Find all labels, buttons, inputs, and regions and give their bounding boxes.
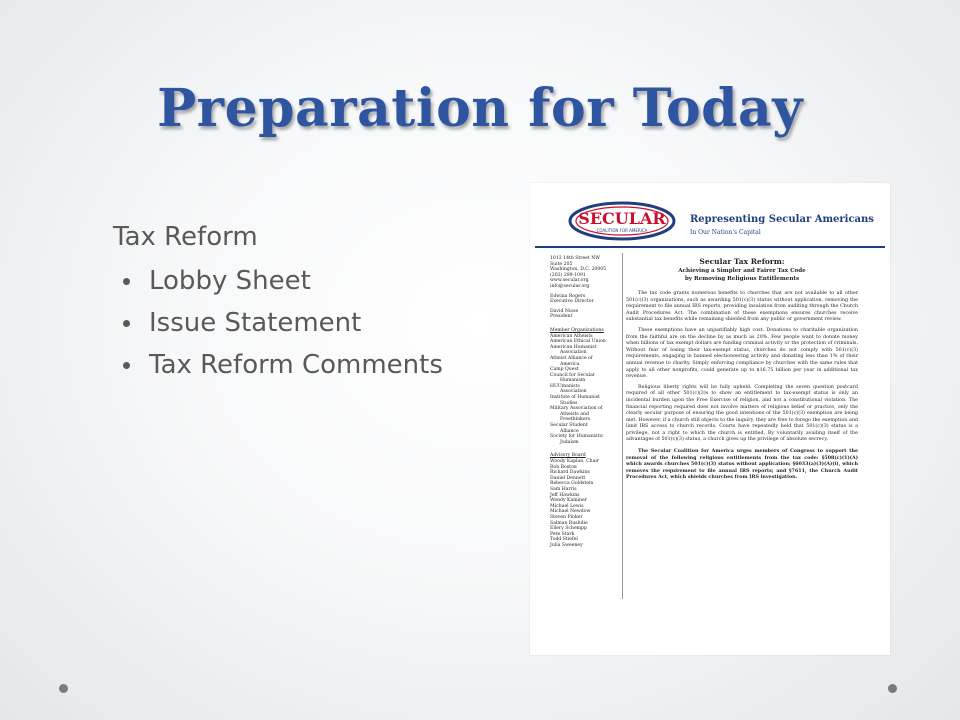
bullet-text: Tax Reform Comments [149, 350, 443, 380]
sidebar-line: Camp Quest [550, 367, 579, 373]
sidebar-line: Edwina Rogers [550, 293, 586, 299]
sidebar-line: Alliance [560, 428, 579, 434]
slide-title: Preparation for Today [157, 78, 803, 139]
sidebar-line: Michael Newdow [550, 509, 591, 515]
sidebar-line: Richard Dawkins [550, 470, 590, 476]
sidebar-line: Atheist Alliance of [550, 355, 593, 361]
sidebar-line: Michael Lewis [550, 503, 584, 509]
bullet-item [113, 264, 533, 298]
sidebar-line: Ellery Schempp [550, 526, 587, 532]
sidebar-line: info@secular.org [550, 283, 590, 289]
doc-sidebar-rule [622, 253, 623, 599]
sidebar-line: American Atheists [550, 333, 593, 339]
doc-paragraph: These exemptions have an unjustifiably high cost. Donations to charitable organization from the faithful are on the decline by as much as 20%. Few people want to donate money when billions of tax exempt dollars are funding criminal activity or the protection of criminals. Without fear of losing their tax-exempt status, churches do not comply with 501(c)(3) requirements, engaging in banned electioneering activity and donating less than 1% of their annual revenue to charity. Simply enforcing compliance by churches with the same rules that apply to all other nonprofits, could generate up to $16.75 billion per year in additional tax revenue. [626, 327, 858, 380]
sidebar-line: American Ethical Union [550, 339, 606, 345]
bullet-icon [123, 320, 130, 327]
sidebar-line: Secular Student [550, 423, 588, 429]
sidebar-line: Jeff Hawkins [550, 492, 580, 498]
doc-header-subtitle: In Our Nation's Capital [690, 229, 761, 236]
nav-dot-right [888, 684, 897, 693]
sidebar-line: Humanism [560, 378, 586, 384]
bullet-text: Issue Statement [149, 308, 362, 338]
sidebar-gap [550, 445, 620, 449]
sidebar-line: Washington, D.C. 20005 [550, 267, 607, 273]
sidebar-line: Association [560, 350, 587, 356]
sidebar-gap [550, 320, 620, 324]
sidebar-line: Executive Director [550, 299, 594, 305]
doc-divider [535, 246, 885, 248]
bullet-list [113, 264, 533, 382]
logo-subtext: COALITION FOR AMERICA [596, 228, 648, 233]
sidebar-line: Salman Rushdie [550, 520, 588, 526]
doc-header-title: Representing Secular Americans [690, 214, 874, 225]
doc-paragraph: The tax code grants numerous benefits to churches that are not available to all other 501(c)(3) organizations, such as awarding 501(c)(3) status without application, removing the requirement to file annual IRS reports, providing insulation from auditing through the Church Audit Procedures Act. The combination of these exemptions ensures churches receive substantial tax benefits while remaining shielded from any public or government review. [626, 291, 858, 323]
bullet-icon [123, 278, 130, 285]
doc-main [626, 257, 858, 481]
sidebar-line: Pete Stark [550, 531, 575, 537]
sidebar-line: Steven Pinker [550, 514, 583, 520]
sidebar-line: Military Association of [550, 406, 603, 412]
sidebar-line: President [550, 314, 573, 320]
sidebar-line: Julia Sweeney [550, 542, 583, 548]
sidebar-line: Wendy Kaminer [550, 498, 587, 504]
nav-dot-left [59, 684, 68, 693]
sidebar-line: HUUmanists [550, 383, 580, 389]
sidebar-line: Council for Secular [550, 372, 596, 378]
sidebar-heading: Advisory Board [550, 453, 586, 459]
sidebar-line: Todd Stiefel [550, 537, 578, 543]
sidebar-line: Studies [560, 400, 578, 406]
bullet-item [113, 306, 533, 340]
slide-content [113, 222, 533, 390]
sidebar-line: Rebecca Goldstein [550, 481, 594, 487]
sidebar-line: Freethinkers [560, 417, 591, 423]
doc-sidebar [550, 256, 620, 549]
sidebar-line: 1012 14th Street NW [550, 256, 600, 261]
bullet-item [113, 348, 533, 382]
sidebar-line: Association [560, 389, 587, 395]
doc-title: Secular Tax Reform: [699, 257, 785, 266]
doc-paragraph: The Secular Coalition for America urges members of Congress to support the removal of the following religious entitlements from the tax code: §508(c)(1)(A) which awards churches 501(c)(3) status without application; §6033(a)(3)(A)(i), which removes the requirement to file annual IRS reports; and §7611, the Church Audit Procedures Act, which shields churches from IRS investigation. [626, 448, 858, 481]
sidebar-line: American Humanist [550, 344, 597, 350]
doc-subtitle-1: Achieving a Simpler and Fairer Tax Code [678, 268, 806, 274]
sidebar-line: David Niose [550, 308, 579, 314]
logo-text: SECULAR [578, 209, 666, 228]
sidebar-line: Institute of Humanist [550, 395, 600, 401]
secular-coalition-logo [568, 201, 676, 241]
sidebar-line: Society for Humanistic [550, 434, 604, 440]
sidebar-line: Atheists and [560, 411, 589, 417]
sidebar-line: Judaism [560, 439, 579, 445]
sidebar-line: Daniel Dennett [550, 475, 586, 481]
bullet-text: Lobby Sheet [149, 266, 311, 296]
lobby-sheet-image [530, 183, 890, 655]
sidebar-line: Sam Harris [550, 486, 577, 492]
sidebar-line: (202) 299-1091 [550, 272, 586, 278]
sidebar-line: www.secular.org [550, 278, 589, 284]
sidebar-heading: Member Organizations [550, 327, 604, 333]
sidebar-line: Rob Boston [550, 464, 577, 470]
bullet-icon [123, 362, 130, 369]
sidebar-line: Woody Kaplan, Chair [550, 459, 600, 464]
sidebar-line: America [560, 361, 580, 367]
content-heading: Tax Reform [113, 222, 258, 252]
sidebar-line: Suite 205 [550, 261, 573, 267]
doc-subtitle-2: by Removing Religious Entitlements [684, 276, 800, 282]
doc-paragraph: Religious liberty rights will be fully upheld. Completing the seven question postcard required of all other 501(c)(3)s to show an entitlement to tax-exempt status is only an incidental burden upon the Free Exercise of religion, and not a constitutional violation. The financial reporting required does not involve matters of religious belief or practice, only the clearly secular purpose of ensuring the good intentions of the 501(c)(3) exemption are being met. However, if a church still objects to the inquiry, they are free to forego the exemption and limit IRS access to church records. Courts have repeatedly held that 501(c)(3) status is a privilege, not a right to which the church is entitled. By voluntarily availing itself of the advantages of 501(c)(3) status, a church gives up the privilege of absolute secrecy. [626, 384, 858, 443]
